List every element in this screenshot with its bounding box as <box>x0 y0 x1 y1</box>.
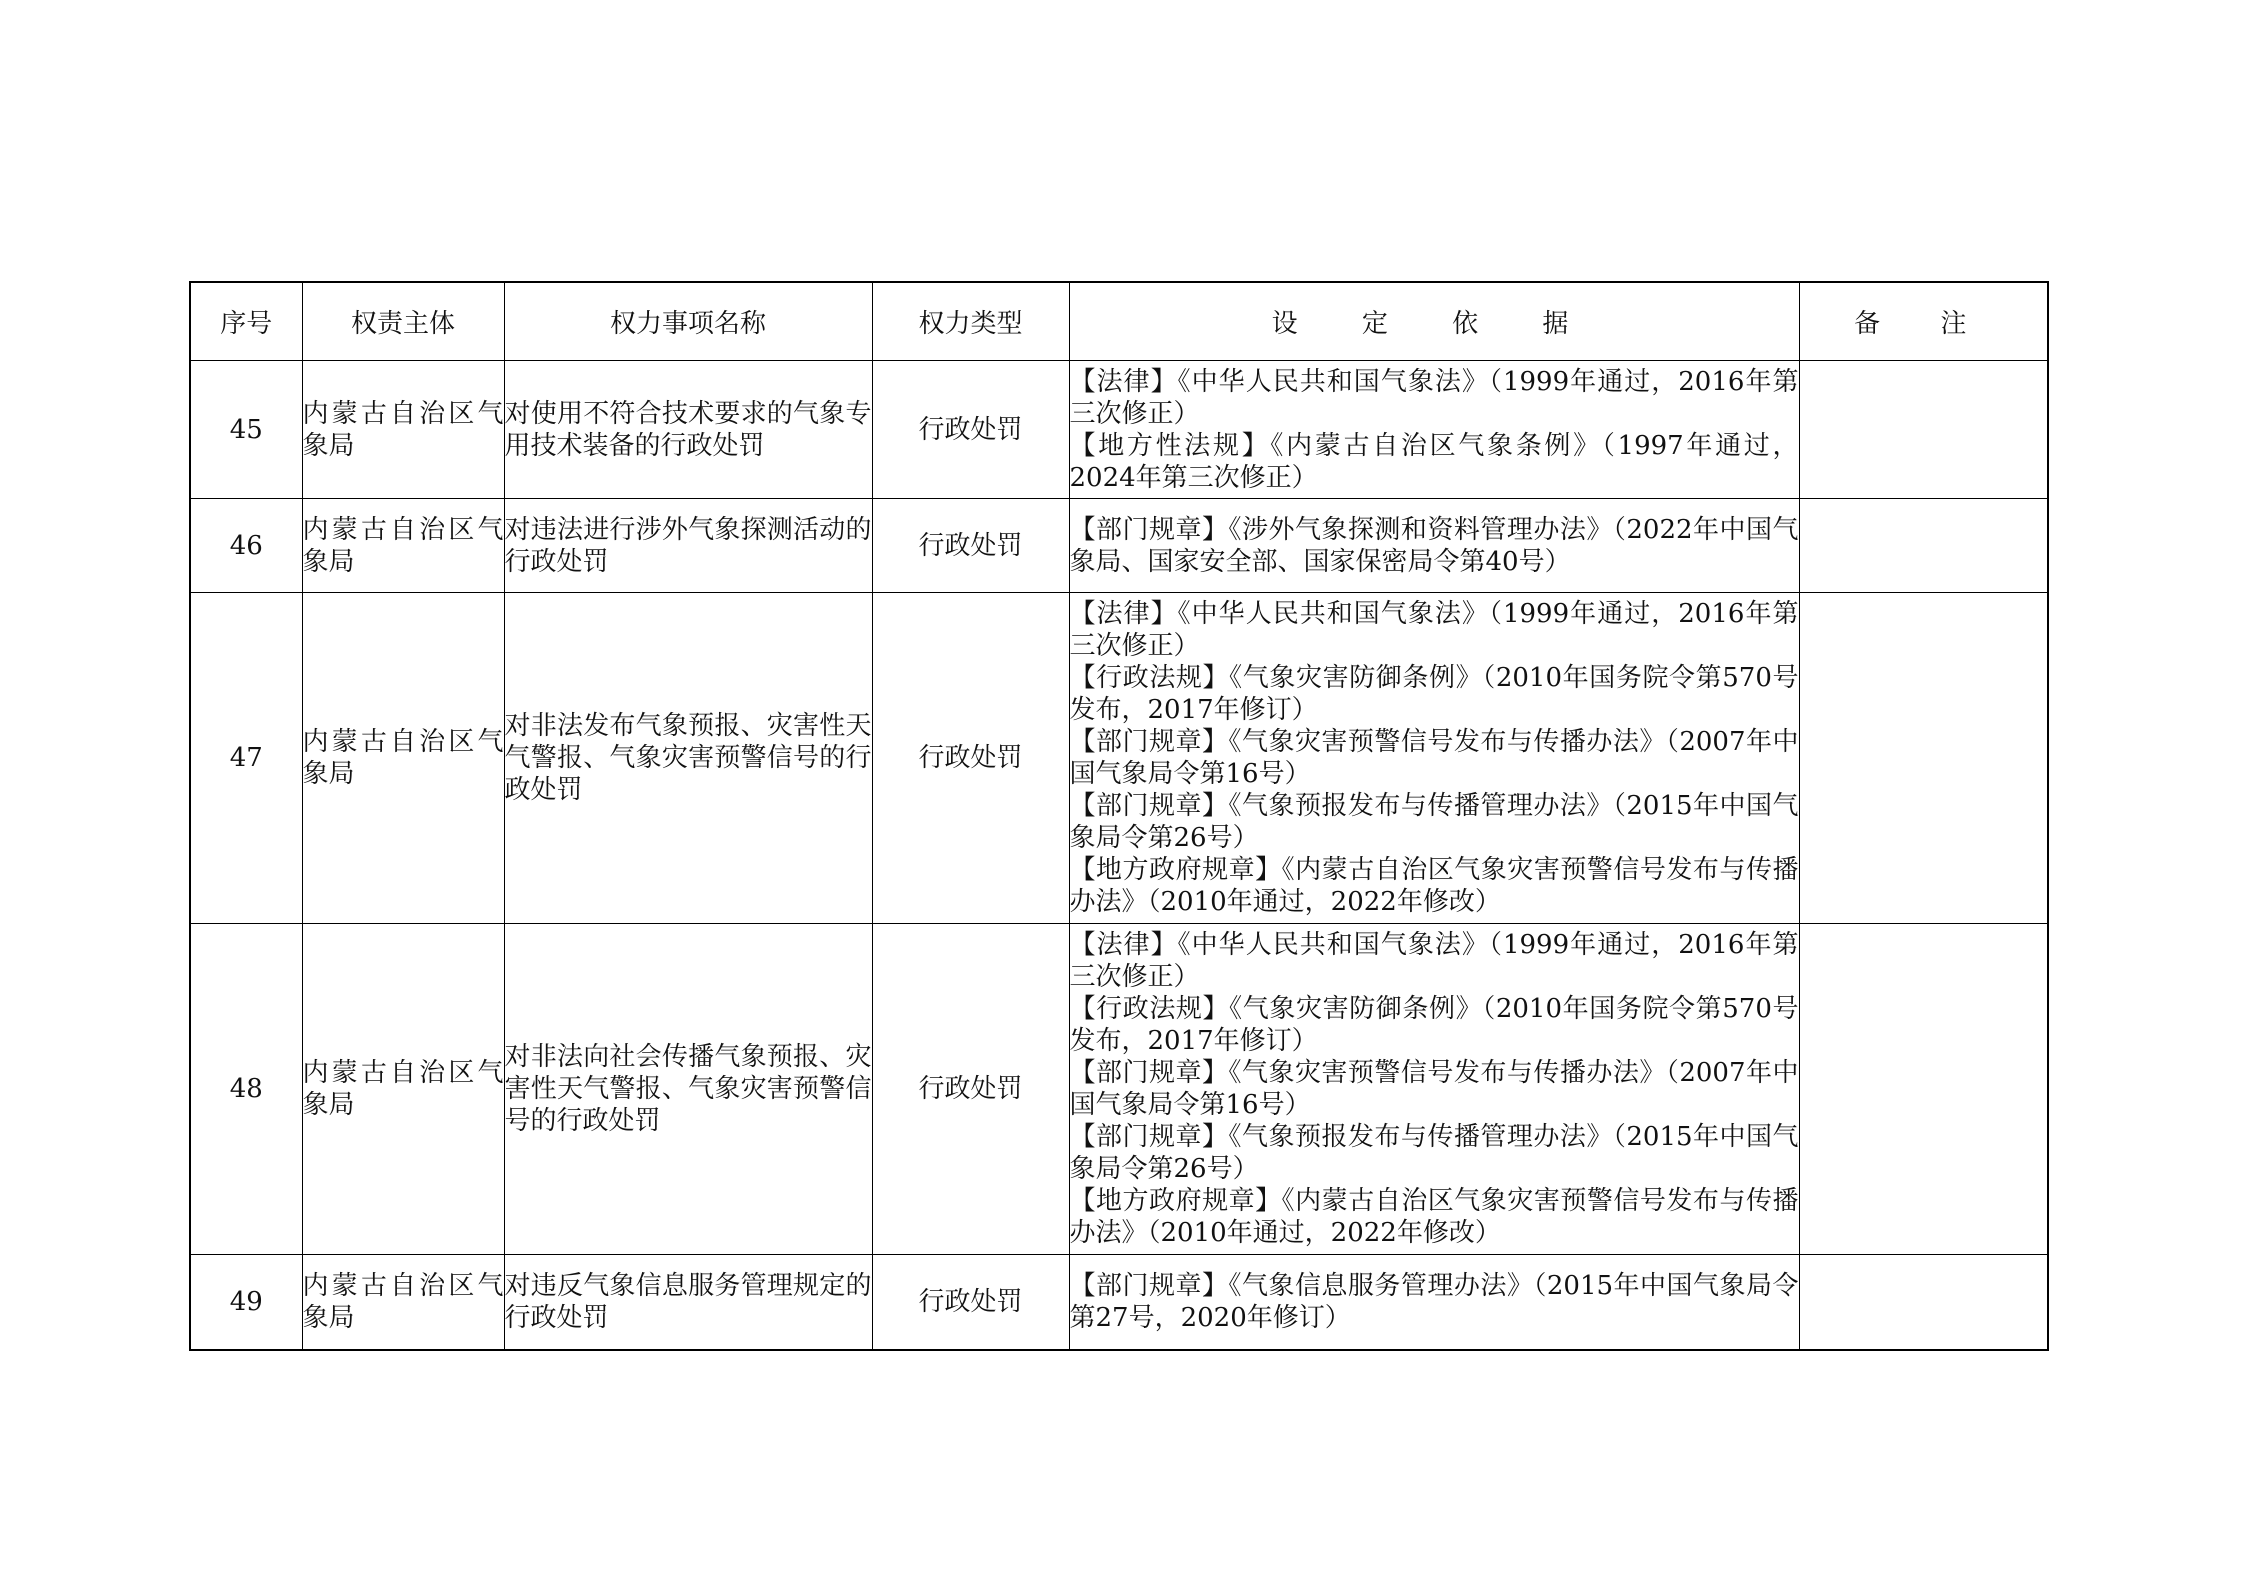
basis-line: 【部门规章】《气象预报发布与传播管理办法》（2015年中国气象局令第26号） <box>1069 791 1799 853</box>
header-row <box>190 282 2048 361</box>
basis-line: 【地方性法规】《内蒙古自治区气象条例》（1997年通过，2024年第三次修正） <box>1069 430 1799 493</box>
basis-line: 【行政法规】《气象灾害防御条例》（2010年国务院令第570号发布，2017年修订） <box>1069 663 1799 725</box>
row-item-name: 对非法发布气象预报、灾害性天气警报、气象灾害预警信号的行政处罚 <box>504 593 872 924</box>
row-entity: 内蒙古自治区气象局 <box>302 1255 504 1350</box>
row-entity: 内蒙古自治区气象局 <box>302 499 504 593</box>
basis-line: 【部门规章】《涉外气象探测和资料管理办法》（2022年中国气象局、国家安全部、国家保密局令第40号） <box>1069 514 1799 577</box>
row-serial: 45 <box>190 361 302 499</box>
row-item-name: 对使用不符合技术要求的气象专用技术装备的行政处罚 <box>504 361 872 499</box>
row-basis <box>1069 361 1799 499</box>
row-entity: 内蒙古自治区气象局 <box>302 593 504 924</box>
row-note <box>1799 499 2048 593</box>
row-serial: 47 <box>190 593 302 924</box>
header-serial: 序号 <box>190 282 302 361</box>
basis-line: 【法律】《中华人民共和国气象法》（1999年通过，2016年第三次修正） <box>1069 366 1799 429</box>
row-entity: 内蒙古自治区气象局 <box>302 361 504 499</box>
row-item-name: 对违法进行涉外气象探测活动的行政处罚 <box>504 499 872 593</box>
row-type: 行政处罚 <box>872 499 1069 593</box>
table-row <box>190 361 2048 499</box>
header-entity: 权责主体 <box>302 282 504 361</box>
basis-line: 【法律】《中华人民共和国气象法》（1999年通过，2016年第三次修正） <box>1069 599 1799 661</box>
row-type: 行政处罚 <box>872 593 1069 924</box>
header-note: 备 注 <box>1799 282 2048 361</box>
basis-line: 【部门规章】《气象灾害预警信号发布与传播办法》（2007年中国气象局令第16号） <box>1069 727 1799 789</box>
row-serial: 48 <box>190 924 302 1255</box>
row-note <box>1799 593 2048 924</box>
row-note <box>1799 924 2048 1255</box>
row-basis <box>1069 924 1799 1255</box>
row-item-name: 对非法向社会传播气象预报、灾害性天气警报、气象灾害预警信号的行政处罚 <box>504 924 872 1255</box>
row-type: 行政处罚 <box>872 1255 1069 1350</box>
row-note <box>1799 361 2048 499</box>
row-type: 行政处罚 <box>872 361 1069 499</box>
basis-line: 【地方政府规章】《内蒙古自治区气象灾害预警信号发布与传播办法》（2010年通过，2022年修改） <box>1069 1186 1799 1248</box>
row-entity: 内蒙古自治区气象局 <box>302 924 504 1255</box>
row-serial: 46 <box>190 499 302 593</box>
basis-line: 【部门规章】《气象信息服务管理办法》（2015年中国气象局令第27号，2020年修订） <box>1069 1270 1799 1333</box>
row-note <box>1799 1255 2048 1350</box>
row-basis <box>1069 499 1799 593</box>
authority-table <box>189 281 2049 1351</box>
row-type: 行政处罚 <box>872 924 1069 1255</box>
table-row <box>190 499 2048 593</box>
table-row <box>190 924 2048 1255</box>
header-type: 权力类型 <box>872 282 1069 361</box>
basis-line: 【部门规章】《气象预报发布与传播管理办法》（2015年中国气象局令第26号） <box>1069 1122 1799 1184</box>
basis-line: 【行政法规】《气象灾害防御条例》（2010年国务院令第570号发布，2017年修订） <box>1069 994 1799 1056</box>
header-basis: 设 定 依 据 <box>1069 282 1799 361</box>
basis-line: 【地方政府规章】《内蒙古自治区气象灾害预警信号发布与传播办法》（2010年通过，2022年修改） <box>1069 855 1799 917</box>
basis-line: 【法律】《中华人民共和国气象法》（1999年通过，2016年第三次修正） <box>1069 930 1799 992</box>
header-item-name: 权力事项名称 <box>504 282 872 361</box>
row-item-name: 对违反气象信息服务管理规定的行政处罚 <box>504 1255 872 1350</box>
table-row <box>190 593 2048 924</box>
row-basis <box>1069 1255 1799 1350</box>
basis-line: 【部门规章】《气象灾害预警信号发布与传播办法》（2007年中国气象局令第16号） <box>1069 1058 1799 1120</box>
row-serial: 49 <box>190 1255 302 1350</box>
row-basis <box>1069 593 1799 924</box>
table-row <box>190 1255 2048 1350</box>
